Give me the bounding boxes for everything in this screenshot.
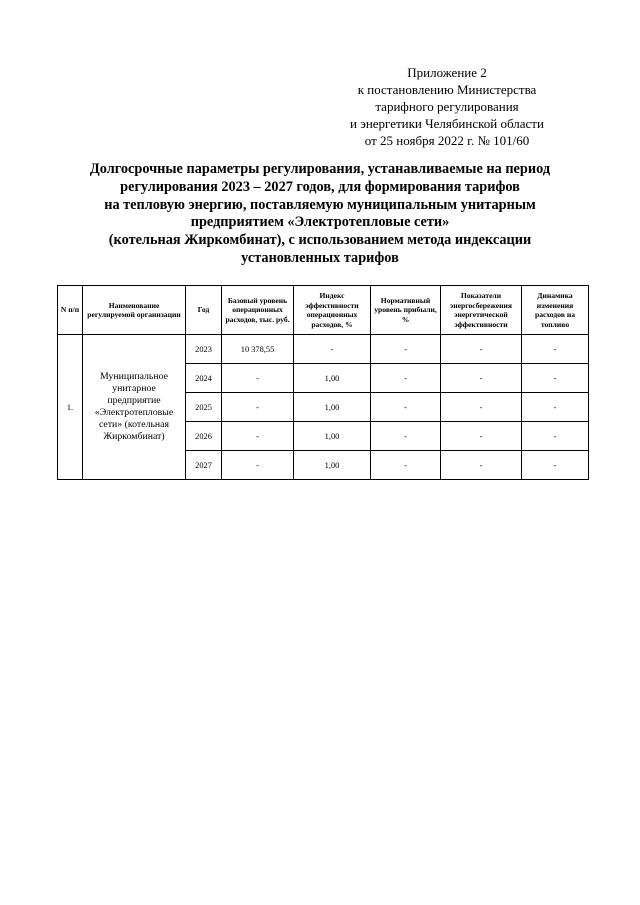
- header-efficiency-index: Индекс эффективности операционных расходов, %: [294, 286, 371, 335]
- base-level-cell: -: [222, 364, 294, 393]
- base-level-cell: -: [222, 422, 294, 451]
- efficiency-index-cell: 1,00: [294, 364, 371, 393]
- fuel-dynamics-cell: -: [522, 422, 589, 451]
- title-line: на тепловую энергию, поставляемую муниципальным унитарным: [104, 196, 536, 213]
- profit-level-cell: -: [371, 422, 441, 451]
- title-line: регулирования 2023 – 2027 годов, для формирования тарифов: [120, 178, 520, 195]
- appendix-line: Приложение 2: [407, 65, 487, 80]
- header-organization: Наименование регулируемой организации: [83, 286, 186, 335]
- year-cell: 2027: [186, 451, 222, 480]
- appendix-line: от 25 ноября 2022 г. № 101/60: [364, 133, 530, 148]
- header-fuel-dynamics: Динамика изменения расходов на топливо: [522, 286, 589, 335]
- profit-level-cell: -: [371, 451, 441, 480]
- base-level-cell: -: [222, 393, 294, 422]
- parameters-table: [57, 285, 589, 480]
- header-year: Год: [186, 286, 222, 335]
- fuel-dynamics-cell: -: [522, 451, 589, 480]
- energy-saving-cell: -: [441, 335, 522, 364]
- organization-cell: Муниципальное унитарное предприятие «Электротепловые сети» (котельная Жиркомбинат): [83, 335, 186, 480]
- efficiency-index-cell: 1,00: [294, 451, 371, 480]
- energy-saving-cell: -: [441, 451, 522, 480]
- header-energy-saving: Показатели энергосбережения энергетической эффективности: [441, 286, 522, 335]
- year-cell: 2024: [186, 364, 222, 393]
- profit-level-cell: -: [371, 364, 441, 393]
- efficiency-index-cell: -: [294, 335, 371, 364]
- year-cell: 2025: [186, 393, 222, 422]
- appendix-line: и энергетики Челябинской области: [350, 116, 544, 131]
- appendix-line: тарифного регулирования: [375, 99, 519, 114]
- row-number-cell: 1.: [58, 335, 83, 480]
- efficiency-index-cell: 1,00: [294, 393, 371, 422]
- energy-saving-cell: -: [441, 422, 522, 451]
- title-line: предприятием «Электротепловые сети»: [190, 214, 450, 231]
- title-line: установленных тарифов: [241, 249, 399, 266]
- title-line: Долгосрочные параметры регулирования, устанавливаемые на период: [89, 161, 551, 177]
- year-cell: 2023: [186, 335, 222, 364]
- fuel-dynamics-cell: -: [522, 393, 589, 422]
- energy-saving-cell: -: [441, 393, 522, 422]
- header-base-level: Базовый уровень операционных расходов, тыс. руб.: [222, 286, 294, 335]
- header-profit-level: Нормативный уровень прибыли, %: [371, 286, 441, 335]
- year-cell: 2026: [186, 422, 222, 451]
- profit-level-cell: -: [371, 393, 441, 422]
- table-header-row: [58, 286, 589, 335]
- header-number: N п/п: [58, 286, 83, 335]
- table-row: [58, 335, 589, 364]
- base-level-cell: 10 378,55: [222, 335, 294, 364]
- base-level-cell: -: [222, 451, 294, 480]
- energy-saving-cell: -: [441, 364, 522, 393]
- title-line: (котельная Жиркомбинат), с использованием метода индексации: [108, 232, 532, 249]
- fuel-dynamics-cell: -: [522, 364, 589, 393]
- fuel-dynamics-cell: -: [522, 335, 589, 364]
- appendix-line: к постановлению Министерства: [357, 82, 537, 97]
- profit-level-cell: -: [371, 335, 441, 364]
- efficiency-index-cell: 1,00: [294, 422, 371, 451]
- document-title: [60, 161, 580, 268]
- appendix-block: [317, 64, 577, 149]
